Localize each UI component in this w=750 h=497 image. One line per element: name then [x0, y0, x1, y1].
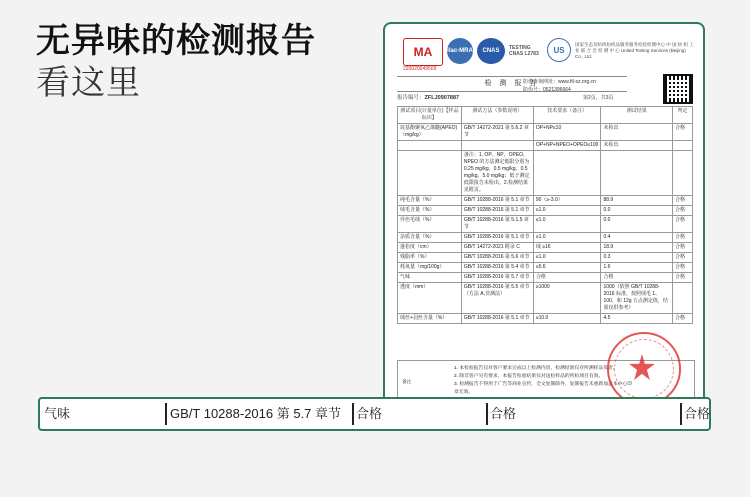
note-line: 2. 除非客户另有要求，本报告检验结果仅对送检样品的所检项目有效。 — [454, 374, 604, 379]
verify-code: 防伪号：0521396664 — [523, 87, 571, 93]
page-indicator: 第2页，共3页 — [583, 95, 614, 101]
table-cell — [673, 283, 693, 314]
table-row — [398, 263, 693, 273]
table-row — [398, 243, 693, 253]
table-cell: OP+NP+NPEO+OPEO≤100 — [533, 141, 601, 151]
notes-label: 备注 — [402, 380, 412, 385]
table-cell: 1.6 — [601, 263, 673, 273]
table-cell: 绒 ≥16 — [533, 243, 601, 253]
table-cell: GB/T 10288-2016 第 5.4 章节 — [461, 263, 533, 273]
results-table — [397, 106, 693, 324]
table-cell — [398, 141, 462, 151]
table-cell: 耗氧量（mg/100g） — [398, 263, 462, 273]
table-cell — [398, 151, 462, 196]
highlight-judgment: 合格 — [684, 406, 711, 421]
table-cell: ≤1.0 — [533, 216, 601, 233]
table-cell: 透度（mm） — [398, 283, 462, 314]
table-cell: ≤1.0 — [533, 206, 601, 216]
table-row — [398, 151, 693, 196]
table-cell: 0.3 — [601, 253, 673, 263]
table-row — [398, 273, 693, 283]
table-cell: 杂质含量（%） — [398, 233, 462, 243]
table-row — [398, 141, 693, 151]
note-line: 3. 检测报告不得用于广告等商业宣传，全文复制除外，复制报告未重新加盖本中心印章无效。 — [454, 382, 633, 395]
table-cell — [673, 151, 693, 196]
uts-logo: US — [547, 38, 571, 62]
table-cell: ≥1000 — [533, 283, 601, 314]
table-cell: 气味 — [398, 273, 462, 283]
column-divider — [680, 403, 682, 425]
table-cell: 1000（依照 GB/T 10288-2016 标准，按照绒毛 1、100、和 12g 五点测定值，结果仅供参考） — [601, 283, 673, 314]
table-cell: 合格 — [673, 216, 693, 233]
heading-line-1: 无异味的检测报告 — [36, 21, 316, 61]
cnas-testing-mark: TESTING CNAS L2783 — [509, 45, 539, 57]
column-divider — [486, 403, 488, 425]
header-result: 测试结果 — [601, 107, 673, 124]
table-cell: ≤5.6 — [533, 263, 601, 273]
table-cell — [461, 141, 533, 151]
table-cell: 合格 — [533, 273, 601, 283]
results-header-row — [398, 107, 693, 124]
report-number-label: 报告编号： — [397, 95, 425, 101]
table-row — [398, 283, 693, 314]
table-cell: GB/T 14272-2021 附录 C — [461, 243, 533, 253]
table-row — [398, 196, 693, 206]
table-cell: 合格 — [673, 263, 693, 273]
header-requirement: 技术要求（备注） — [533, 107, 601, 124]
table-cell: 90（≥-3.0） — [533, 196, 601, 206]
table-cell: GB/T 10288-2016 第 5.1 章节 — [461, 233, 533, 243]
table-cell: 合格 — [673, 206, 693, 216]
lab-name: 国家生态及纺织纺织品服务服务检验检测中心 中 国 纺 织 工 业 联 合 会 检 测 中 心 United Testing Services (Beijing) Co., Ltd. — [575, 42, 694, 59]
table-cell: 蓬松度（cm） — [398, 243, 462, 253]
table-row — [398, 253, 693, 263]
table-cell: 未检出 — [601, 141, 673, 151]
table-cell: 合格 — [673, 233, 693, 243]
table-cell: 合格 — [673, 196, 693, 206]
highlight-item: 气味 — [44, 406, 71, 421]
table-cell: ≤10.0 — [533, 314, 601, 324]
table-cell: 合格 — [673, 253, 693, 263]
highlight-requirement: 合格 — [356, 406, 383, 421]
table-cell — [533, 151, 601, 196]
table-cell: ≤1.0 — [533, 253, 601, 263]
cnas-logo: CNAS — [477, 38, 505, 64]
report-number-value: ZFLJ0907887 — [424, 95, 460, 101]
certification-logos — [397, 36, 693, 74]
table-cell: 18.9 — [601, 243, 673, 253]
table-cell: 0.0 — [601, 216, 673, 233]
table-row — [398, 124, 693, 141]
table-row — [398, 314, 693, 324]
table-cell: 合格 — [673, 124, 693, 141]
table-cell: 合格 — [673, 314, 693, 324]
table-cell: 88.9 — [601, 196, 673, 206]
official-seal — [607, 332, 681, 406]
table-cell: ≤1.0 — [533, 233, 601, 243]
table-cell: 合格 — [673, 243, 693, 253]
cma-logo: MA — [403, 38, 443, 66]
header-method: 测试方法（参数说明） — [461, 107, 533, 124]
table-cell: GB/T 10288-2016 第 5.1.5 章节 — [461, 216, 533, 233]
table-cell: 未检出 — [601, 124, 673, 141]
table-cell: GB/T 14272-2021 第 5.6.2 章节 — [461, 124, 533, 141]
table-cell: GB/T 10288-2016 第 5.6 章节 — [461, 253, 533, 263]
table-cell: GB/T 10288-2016 第 5.1 章节 — [461, 206, 533, 216]
table-cell: 合格 — [601, 273, 673, 283]
qr-code-icon — [665, 76, 691, 102]
header-judgment: 判定 — [673, 107, 693, 124]
highlighted-row — [38, 397, 711, 431]
table-row — [398, 233, 693, 243]
highlight-result: 合格 — [490, 406, 517, 421]
table-cell: 烷基酚聚氧乙烯醚(APEO)（mg/kg） — [398, 124, 462, 141]
table-cell: GB/T 10288-2016 第 5.5 章节（方法 A,非测法） — [461, 283, 533, 314]
table-cell: 残脂率（%） — [398, 253, 462, 263]
table-cell: 0.0 — [601, 206, 673, 216]
table-cell: GB/T 10288-2016 第 5.7 章节 — [461, 273, 533, 283]
table-row — [398, 206, 693, 216]
highlight-method: GB/T 10288-2016 第 5.7 章节 — [170, 406, 342, 421]
header-item: 测试项目(计量单位)【样品标识】 — [398, 107, 462, 124]
table-cell: 绒丝+羽丝含量（%） — [398, 314, 462, 324]
test-report-image — [383, 22, 705, 418]
table-cell: 合格 — [673, 273, 693, 283]
table-row — [398, 216, 693, 233]
cma-number: 220020049509 — [403, 66, 437, 72]
table-cell: GB/T 10288-2016 第 5.1 章节 — [461, 196, 533, 206]
results-body — [398, 124, 693, 324]
report-title: 检 测 报 告 — [397, 76, 627, 92]
verify-url: 防伪查询网址：www.ftl-sz.org.cn — [523, 79, 596, 85]
note-line: 1. 本检验报告仅对客户要求完成以上检测内容，检测结果仅对所测样品负责。 — [454, 366, 618, 371]
table-cell: 备注：1. OP、NP、OPEO、NPEO 的方法测定低限分别为 0.25 mg/kg、0.5 mg/kg、0.5 mg/kg、5.0 mg/kg；低于测定低限报告未检出。2.检测结果见附页。 — [461, 151, 533, 196]
table-cell: 绒毛含量（%） — [398, 206, 462, 216]
heading-line-2: 看这里 — [36, 63, 141, 103]
table-cell: 纯毛含量（%） — [398, 196, 462, 206]
table-cell — [601, 151, 673, 196]
table-cell: GB/T 10288-2016 第 5.1 章节 — [461, 314, 533, 324]
table-cell — [673, 141, 693, 151]
ilac-mra-logo: ilac-MRA — [447, 38, 473, 64]
table-cell: 0.4 — [601, 233, 673, 243]
column-divider — [165, 403, 167, 425]
table-cell: OP+NP≤10 — [533, 124, 601, 141]
column-divider — [352, 403, 354, 425]
page-heading — [36, 20, 316, 104]
table-cell: 4.5 — [601, 314, 673, 324]
table-cell: 异色毛绒（%） — [398, 216, 462, 233]
report-number — [397, 93, 459, 101]
